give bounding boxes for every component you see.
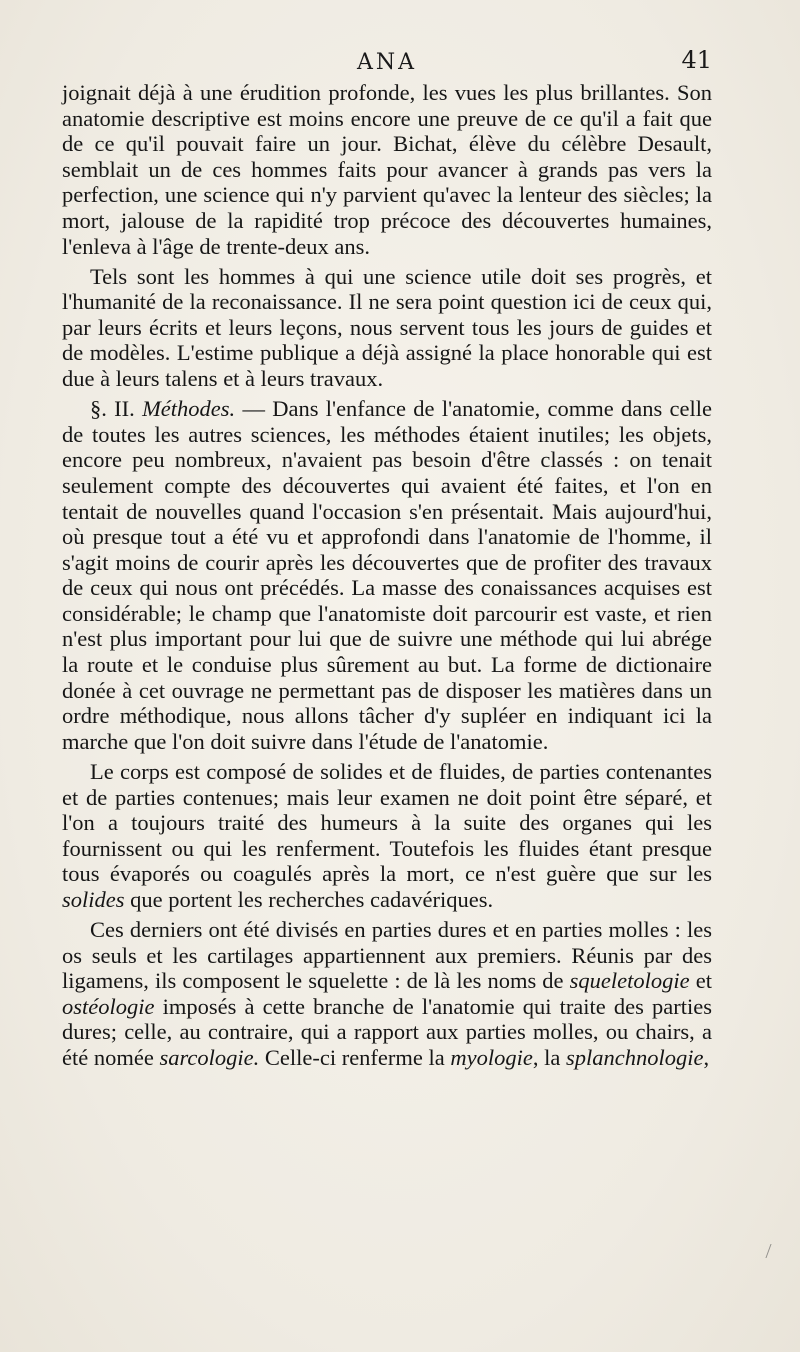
italic-term: Méthodes. [142, 396, 236, 422]
text-run: Celle-ci renferme la [259, 1044, 451, 1070]
page-number: 41 [681, 46, 712, 74]
italic-term: ostéologie [62, 993, 155, 1019]
paragraph-4 [62, 759, 712, 913]
italic-term: squeletologie [569, 968, 690, 994]
margin-mark [765, 1244, 777, 1258]
paragraph-1 [62, 80, 712, 259]
text-run: , [703, 1044, 710, 1070]
text-run: , la [532, 1044, 566, 1070]
paragraph-3-methodes [62, 396, 712, 754]
text-run: et [689, 968, 712, 994]
text-run: imposés à cette branche de l'anatomie qui traite des parties dures; celle, au contraire, qui a rapport aux parties molles, ou chairs, a été nomée [62, 993, 712, 1070]
text-run: Le corps est composé de solides et de fluides, de parties contenantes et de parties contenues; mais leur examen ne doit point être séparé, et l'on a toujours traité des humeurs à la suite des organes qui les fournissent ou qui les renferment. Toutefois les fluides étant presque tous évaporés ou coagulés après la mort, ce n'est guère que sur les [62, 758, 712, 887]
page-header [62, 44, 712, 78]
text-run: §. II. [90, 396, 143, 422]
text-run: Ces derniers ont été divisés en parties dures et en parties molles : les os seuls et les cartilages appartiennent aux premiers. Réunis par des ligamens, ils composent le squelette : de là les noms de [62, 917, 712, 994]
text-run: que portent les recherches cadavériques. [124, 886, 494, 912]
body-text [62, 80, 712, 1075]
italic-term: myologie [450, 1044, 533, 1070]
italic-term: sarcologie. [159, 1044, 260, 1070]
running-head: ANA [356, 50, 418, 75]
italic-term: solides [62, 886, 125, 912]
paragraph-5 [62, 917, 712, 1071]
text-run: joignait déjà à une érudition profonde, les vues les plus brillantes. Son anatomie descriptive est moins encore une preuve de ce qu'il a fait que de ce qu'il pouvait faire un jour. Bichat, élève du célèbre Desault, semblait un de ces hommes faits pour avancer à grands pas vers la perfection, une science qui n'y parvient qu'avec la lenteur des siècles; la mort, jalouse de la rapidité trop précoce des découvertes humaines, l'enleva à l'âge de trente-deux ans. [62, 80, 712, 259]
text-run: Tels sont les hommes à qui une science utile doit ses progrès, et l'humanité de la reconaissance. Il ne sera point question ici de ceux qui, par leurs écrits et leurs leçons, nous servent tous les jours de guides et de modèles. L'estime publique a déjà assigné la place honorable qui est due à leurs talens et à leurs travaux. [62, 263, 712, 392]
text-run: — Dans l'enfance de l'anatomie, comme dans celle de toutes les autres sciences, les méthodes étaient inutiles; les objets, encore peu nombreux, n'avaient pas besoin d'être classés : on tenait seulement compte des découvertes qui avaient été faites, et l'on en tentait de nouvelles quand l'occasion s'en présentait. Mais aujourd'hui, où presque tout a été vu et approfondi dans l'anatomie de l'homme, il s'agit moins de courir après les découvertes que de profiter des travaux de ceux qui nous ont précédés. La masse des conaissances acquises est considérable; le champ que l'anatomiste doit parcourir est vaste, et rien n'est plus important pour lui que de suivre une méthode qui lui abrége la route et le conduise plus sûrement au but. La forme de dictionaire donée à cet ouvrage ne permettant pas de disposer les matières dans un ordre méthodique, nous allons tâcher d'y supléer en indiquant ici la marche que l'on doit suivre dans l'étude de l'anatomie. [62, 396, 712, 754]
italic-term: splanchnologie [565, 1044, 704, 1070]
paragraph-2 [62, 264, 712, 392]
